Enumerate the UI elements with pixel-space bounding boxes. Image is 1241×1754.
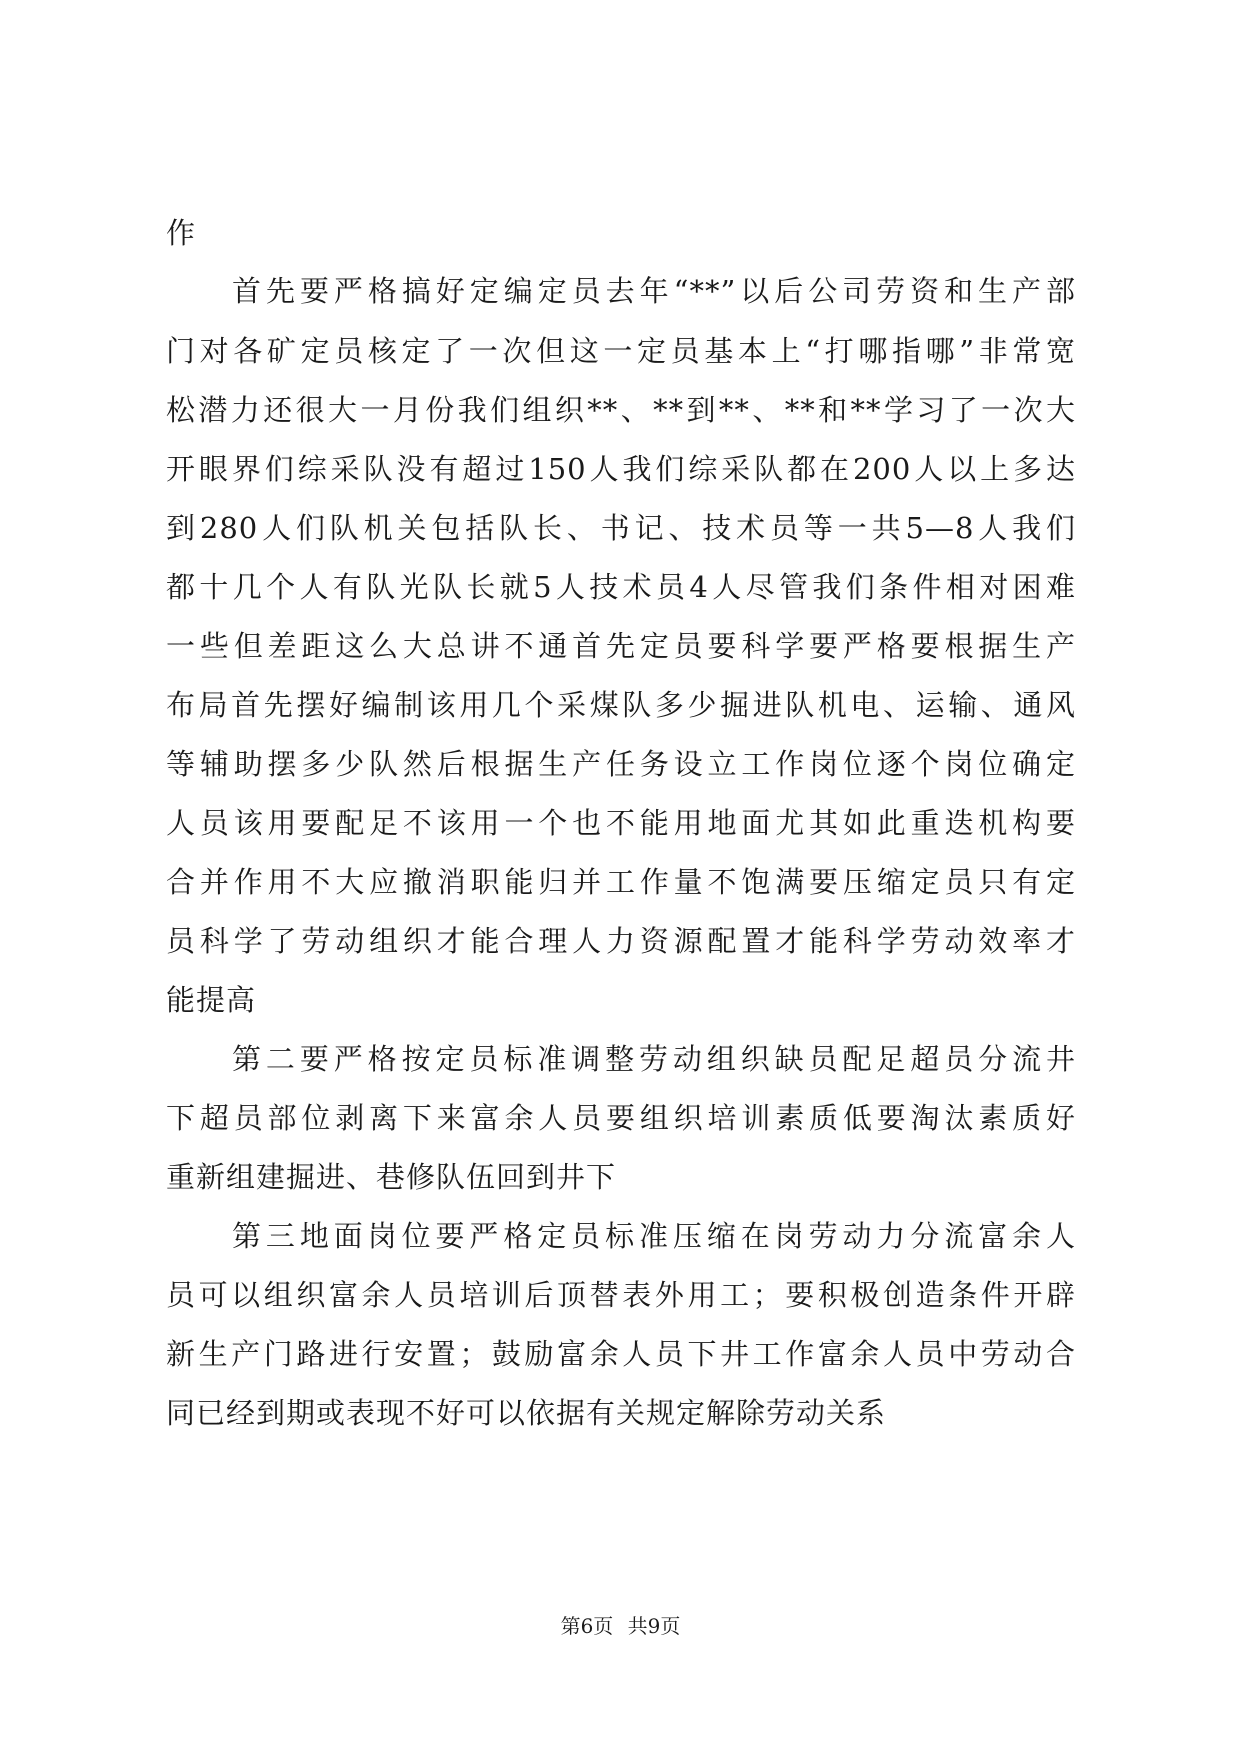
paragraph-line: 合并作用不大应撤消职能归并工作量不饱满要压缩定员只有定 [166,865,1076,899]
paragraph-line: 第二要严格按定员标准调整劳动组织缺员配足超员分流井 [232,1042,1076,1076]
paragraph-line: 门对各矿定员核定了一次但这一定员基本上“打哪指哪”非常宽 [166,334,1076,368]
page-total: 共9页 [627,1614,681,1638]
paragraph-line: 重新组建掘进、巷修队伍回到井下 [166,1160,617,1194]
paragraph-line: 都十几个人有队光队长就5人技术员4人尽管我们条件相对困难 [166,570,1076,604]
paragraph-line: 到280人们队机关包括队长、书记、技术员等一共5—8人我们 [166,511,1076,545]
paragraph-line: 等辅助摆多少队然后根据生产任务设立工作岗位逐个岗位确定 [166,747,1076,781]
paragraph-line: 布局首先摆好编制该用几个采煤队多少掘进队机电、运输、通风 [166,688,1076,722]
paragraph-line: 松潜力还很大一月份我们组织**、**到**、**和**学习了一次大 [166,393,1076,427]
page-number: 第6页 [560,1614,614,1638]
paragraph-line: 下超员部位剥离下来富余人员要组织培训素质低要淘汰素质好 [166,1101,1076,1135]
paragraph-line: 作 [166,216,197,250]
paragraph-line: 同已经到期或表现不好可以依据有关规定解除劳动关系 [166,1396,887,1430]
paragraph-line: 员科学了劳动组织才能合理人力资源配置才能科学劳动效率才 [166,924,1076,958]
paragraph-line: 首先要严格搞好定编定员去年“**”以后公司劳资和生产部 [232,274,1076,308]
page-footer [0,1612,1241,1640]
paragraph-line: 开眼界们综采队没有超过150人我们综采队都在200人以上多达 [166,452,1076,486]
paragraph-line: 一些但差距这么大总讲不通首先定员要科学要严格要根据生产 [166,629,1076,663]
paragraph-line: 员可以组织富余人员培训后顶替表外用工；要积极创造条件开辟 [166,1278,1076,1312]
paragraph-line: 能提高 [166,983,257,1017]
paragraph-line: 第三地面岗位要严格定员标准压缩在岗劳动力分流富余人 [232,1219,1076,1253]
paragraph-line: 新生产门路进行安置；鼓励富余人员下井工作富余人员中劳动合 [166,1337,1076,1371]
paragraph-line: 人员该用要配足不该用一个也不能用地面尤其如此重迭机构要 [166,806,1076,840]
